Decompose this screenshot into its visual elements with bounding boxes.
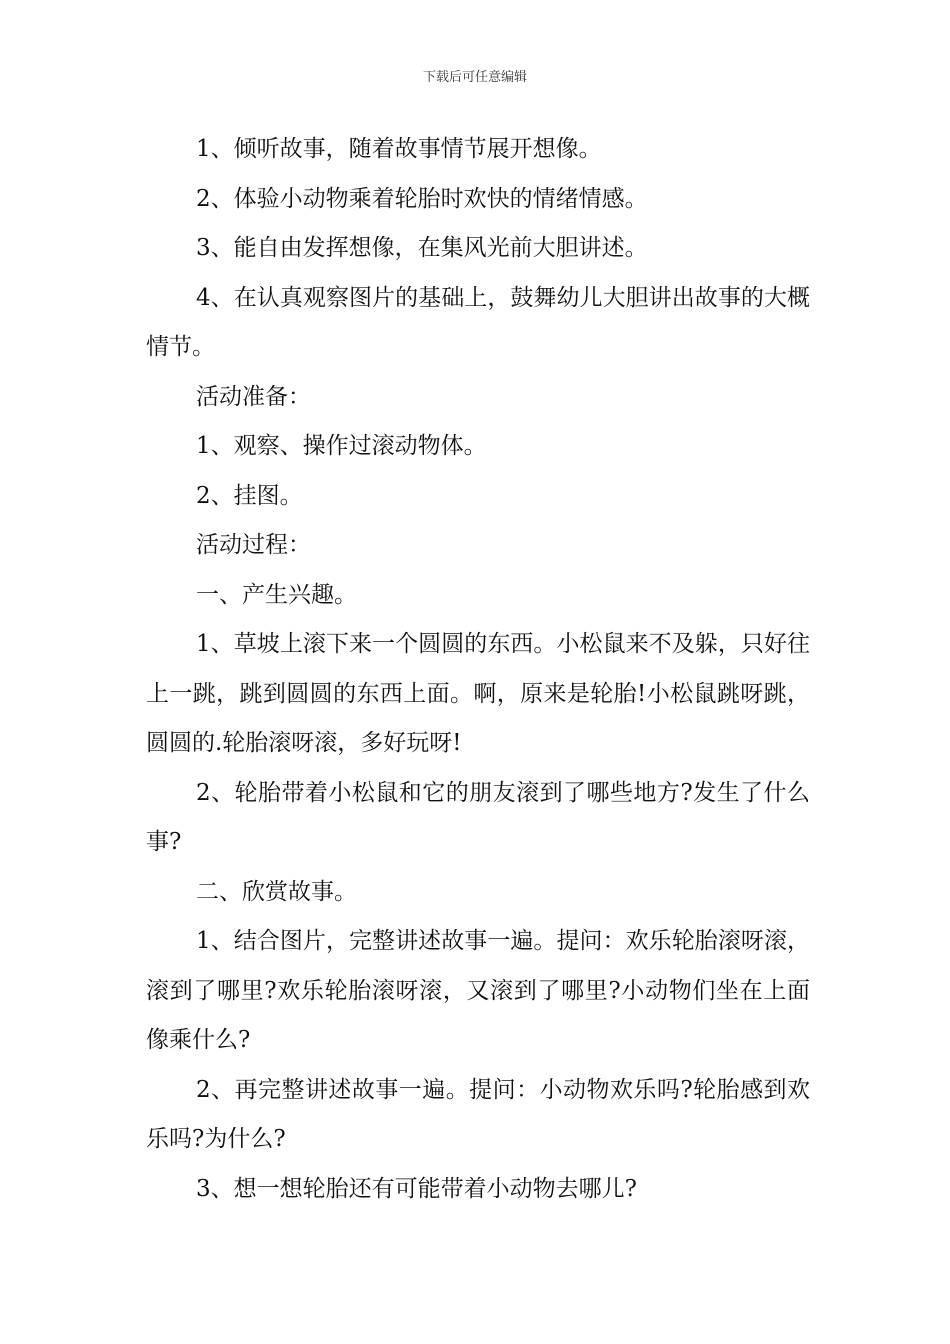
paragraph-story-1: 1、结合图片，完整讲述故事一遍。提问：欢乐轮胎滚呀滚，滚到了哪里?欢乐轮胎滚呀滚，又滚到了哪里?小动物们坐在上面像乘什么? — [146, 928, 810, 1053]
subheading-story: 二、欣赏故事。 — [196, 878, 357, 905]
paragraph-interest-1: 1、草坡上滚下来一个圆圆的东西。小松鼠来不及躲，只好往上一跳，跳到圆圆的东西上面。啊，原来是轮胎!小松鼠跳呀跳，圆圆的.轮胎滚呀滚，多好玩呀! — [146, 631, 810, 756]
document-body — [146, 125, 810, 1214]
section-heading-process: 活动过程： — [196, 532, 311, 558]
paragraph-interest-2: 2、轮胎带着小松鼠和它的朋友滚到了哪些地方?发生了什么事? — [146, 779, 810, 855]
paragraph-story-3: 3、想一想轮胎还有可能带着小动物去哪儿? — [196, 1175, 637, 1202]
paragraph-story-2: 2、再完整讲述故事一遍。提问：小动物欢乐吗?轮胎感到欢乐吗?为什么? — [146, 1076, 810, 1152]
paragraph-goal-3: 3、能自由发挥想像，在集风光前大胆讲述。 — [196, 235, 648, 261]
paragraph-preparation-2: 2、挂图。 — [196, 482, 303, 509]
paragraph-goal-4: 4、在认真观察图片的基础上，鼓舞幼儿大胆讲出故事的大概情节。 — [146, 284, 810, 360]
subheading-interest: 一、产生兴趣。 — [196, 581, 357, 608]
page-header: 下载后可任意编辑 — [422, 70, 527, 85]
paragraph-goal-2: 2、体验小动物乘着轮胎时欢快的情绪情感。 — [196, 185, 648, 212]
section-heading-preparation: 活动准备： — [196, 383, 311, 410]
paragraph-goal-1: 1、倾听故事，随着故事情节展开想像。 — [196, 136, 602, 162]
paragraph-preparation-1: 1、观察、操作过滚动物体。 — [196, 433, 487, 459]
